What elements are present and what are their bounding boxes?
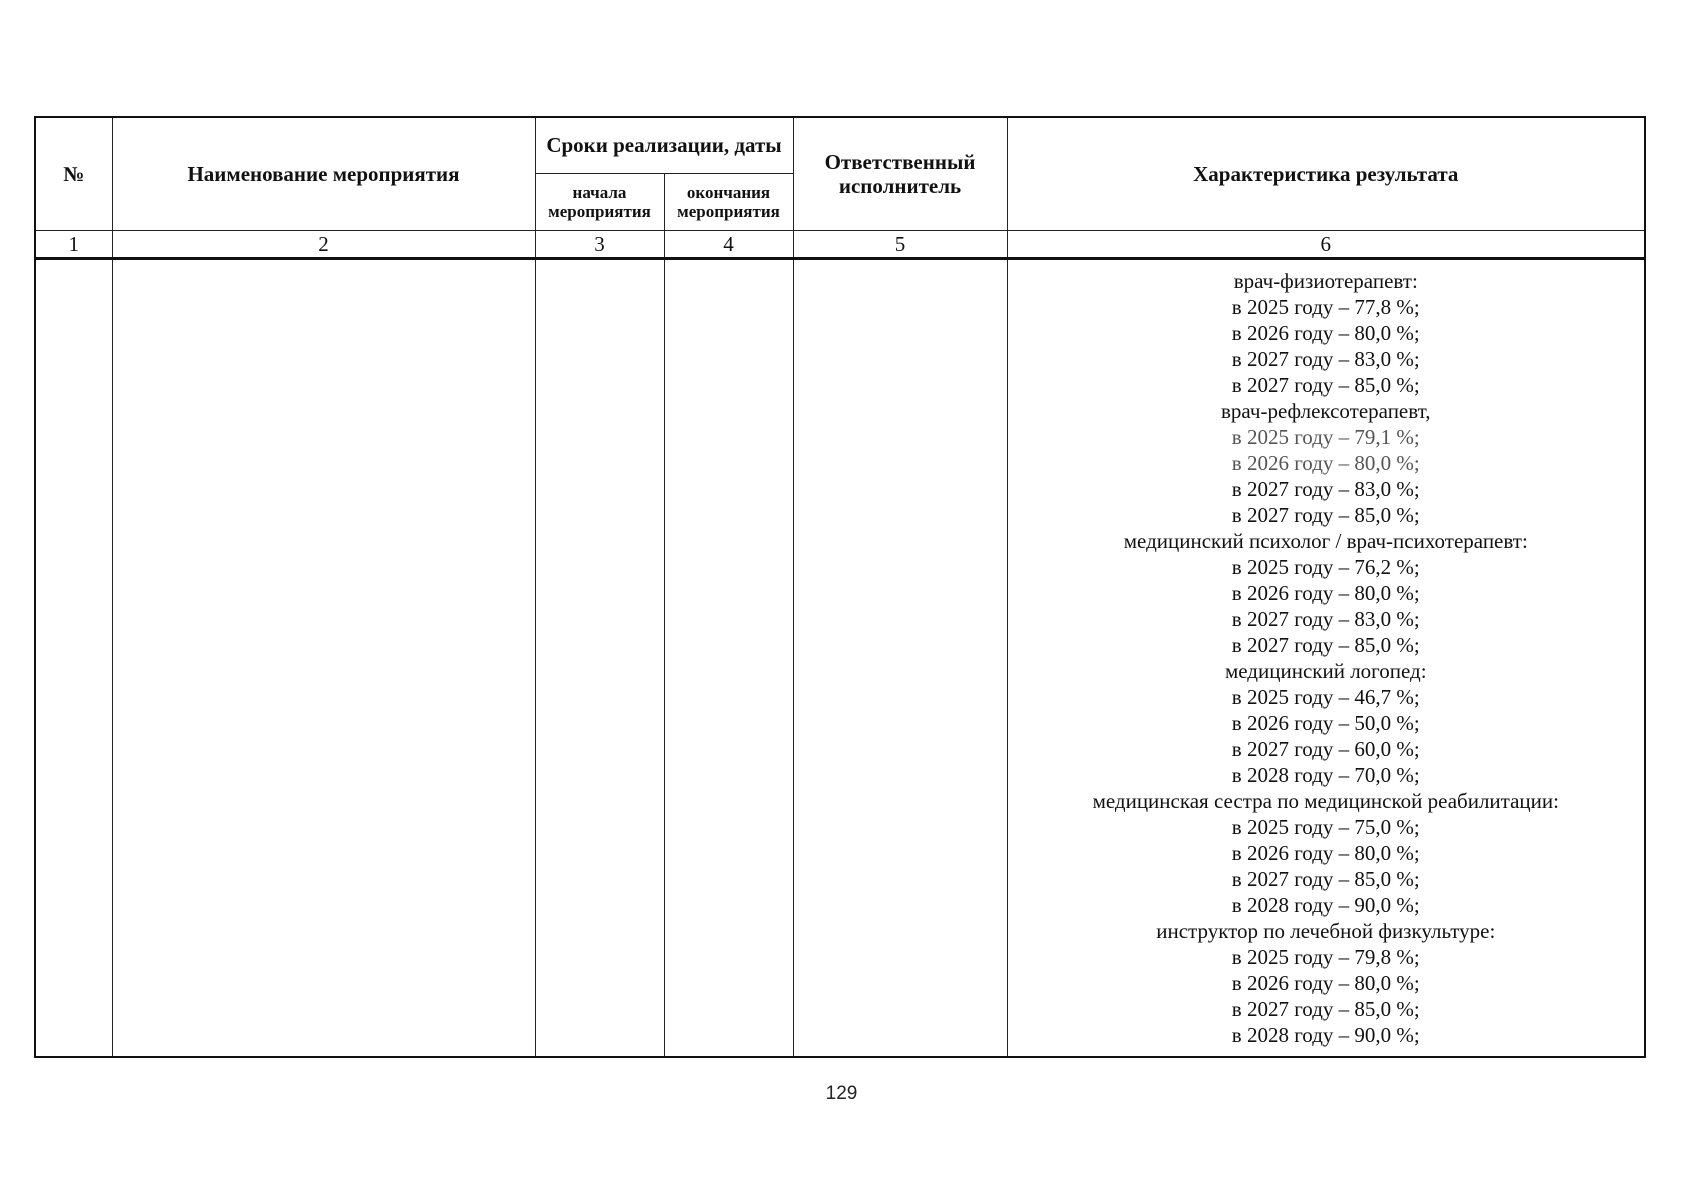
result-line: в 2026 году – 80,0 %; — [1231, 580, 1420, 605]
measures-table — [34, 116, 1646, 1058]
column-number: 6 — [1007, 230, 1645, 258]
result-line: в 2027 году – 85,0 %; — [1231, 996, 1420, 1021]
result-line: в 2027 году – 85,0 %; — [1231, 372, 1420, 397]
result-line: в 2025 году – 76,2 %; — [1231, 554, 1420, 579]
table-row — [35, 258, 1645, 1057]
result-line: в 2025 году – 46,7 %; — [1231, 684, 1420, 709]
row-end-cell — [664, 258, 793, 1057]
row-responsible-cell — [793, 258, 1007, 1057]
column-number: 1 — [35, 230, 112, 258]
result-line: в 2026 году – 50,0 %; — [1231, 710, 1420, 735]
result-line: в 2026 году – 80,0 %; — [1231, 450, 1420, 475]
result-line: в 2027 году – 83,0 %; — [1231, 346, 1420, 371]
header-result: Характеристика результата — [1007, 117, 1645, 230]
result-line: в 2027 году – 83,0 %; — [1231, 606, 1420, 631]
result-line: в 2025 году – 79,8 %; — [1231, 944, 1420, 969]
result-line: в 2028 году – 90,0 %; — [1231, 1022, 1420, 1047]
result-line: медицинская сестра по медицинской реабилитации: — [1092, 788, 1559, 813]
row-name-cell — [112, 258, 535, 1057]
header-number: № — [35, 117, 112, 230]
result-line: врач-физиотерапевт: — [1233, 268, 1418, 293]
page-number: 129 — [825, 1083, 858, 1104]
column-number-row — [35, 230, 1645, 258]
result-line: в 2025 году – 79,1 %; — [1231, 424, 1420, 449]
result-line: в 2027 году – 60,0 %; — [1231, 736, 1420, 761]
row-result-cell — [1007, 258, 1645, 1057]
result-line: в 2027 году – 83,0 %; — [1231, 476, 1420, 501]
header-dates: Сроки реализации, даты — [535, 117, 793, 173]
column-number: 3 — [535, 230, 664, 258]
result-line: в 2027 году – 85,0 %; — [1231, 502, 1420, 527]
result-line: в 2027 году – 85,0 %; — [1231, 866, 1420, 891]
result-line: медицинский логопед: — [1224, 658, 1427, 683]
result-line: в 2026 году – 80,0 %; — [1231, 320, 1420, 345]
header-responsible: Ответственный исполнитель — [793, 117, 1007, 230]
column-number: 5 — [793, 230, 1007, 258]
row-start-cell — [535, 258, 664, 1057]
result-line: в 2025 году – 77,8 %; — [1231, 294, 1420, 319]
result-line: в 2028 году – 70,0 %; — [1231, 762, 1420, 787]
result-lines — [1008, 268, 1645, 1048]
result-line: в 2028 году – 90,0 %; — [1231, 892, 1420, 917]
row-number-cell — [35, 258, 112, 1057]
result-line: в 2025 году – 75,0 %; — [1231, 814, 1420, 839]
result-line: в 2027 году – 85,0 %; — [1231, 632, 1420, 657]
header-name: Наименование мероприятия — [112, 117, 535, 230]
result-line: в 2026 году – 80,0 %; — [1231, 970, 1420, 995]
header-start: начала мероприятия — [535, 173, 664, 230]
result-line: врач-рефлексотерапевт, — [1221, 398, 1431, 423]
result-line: в 2026 году – 80,0 %; — [1231, 840, 1420, 865]
column-number: 2 — [112, 230, 535, 258]
header-end: окончания мероприятия — [664, 173, 793, 230]
result-line: инструктор по лечебной физкультуре: — [1156, 918, 1496, 943]
column-number: 4 — [664, 230, 793, 258]
result-line: медицинский психолог / врач-психотерапевт: — [1123, 528, 1528, 553]
